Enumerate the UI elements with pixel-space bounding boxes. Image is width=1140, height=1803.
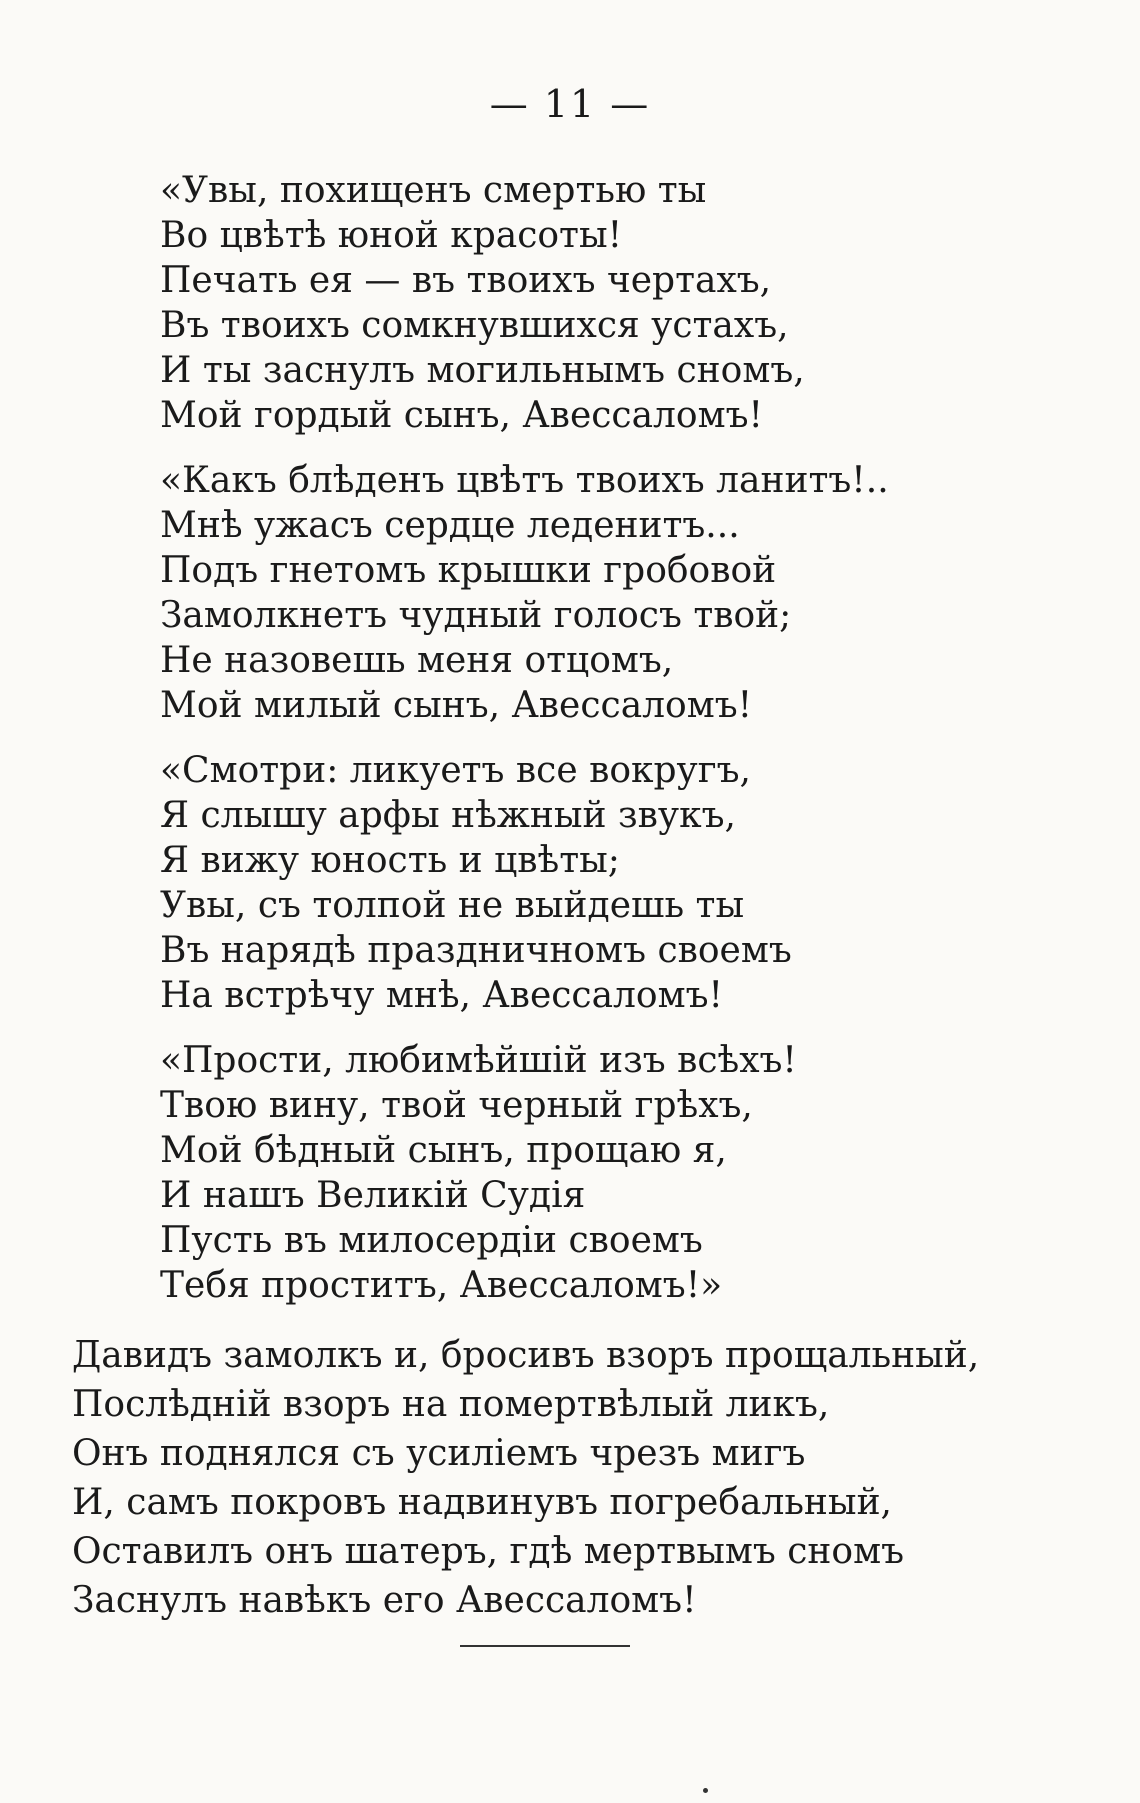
poem-lament xyxy=(160,168,1060,1328)
verse-line: Въ твоихъ сомкнувшихся устахъ, xyxy=(160,305,789,346)
verse-line: Замолкнетъ чудный голосъ твой; xyxy=(160,595,792,636)
verse-line: Я слышу арфы нѣжный звукъ, xyxy=(160,795,736,836)
narrative-line: Давидъ замолкъ и, бросивъ взоръ прощальный, xyxy=(72,1335,980,1376)
print-speck xyxy=(703,1788,708,1793)
narrative-line: Заснулъ навѣкъ его Авессаломъ! xyxy=(72,1580,697,1621)
verse-line: Мнѣ ужасъ сердце леденитъ... xyxy=(160,505,740,546)
verse-line: Увы, съ толпой не выйдешь ты xyxy=(160,885,745,926)
verse-line: «Увы, похищенъ смертью ты xyxy=(160,170,707,211)
verse-line: Во цвѣтѣ юной красоты! xyxy=(160,215,623,256)
narrative-line: Оставилъ онъ шатеръ, гдѣ мертвымъ сномъ xyxy=(72,1531,904,1572)
stanza-1 xyxy=(160,168,1060,438)
stanza-3 xyxy=(160,748,1060,1018)
verse-line: Тебя проститъ, Авессаломъ!» xyxy=(160,1265,723,1306)
stanza-4 xyxy=(160,1038,1060,1308)
verse-line: «Прости, любимѣйшій изъ всѣхъ! xyxy=(160,1040,797,1081)
end-rule-divider xyxy=(460,1645,630,1647)
verse-line: На встрѣчу мнѣ, Авессаломъ! xyxy=(160,975,723,1016)
verse-line: Твою вину, твой черный грѣхъ, xyxy=(160,1085,753,1126)
verse-line: Не назовешь меня отцомъ, xyxy=(160,640,674,681)
verse-line: Я вижу юность и цвѣты; xyxy=(160,840,620,881)
verse-line: И ты заснулъ могильнымъ сномъ, xyxy=(160,350,805,391)
verse-line: Печать ея — въ твоихъ чертахъ, xyxy=(160,260,772,301)
verse-line: Мой бѣдный сынъ, прощаю я, xyxy=(160,1130,727,1171)
verse-line: И нашъ Великій Судія xyxy=(160,1175,586,1216)
closing-narrative xyxy=(72,1331,1092,1625)
verse-line: Пусть въ милосердіи своемъ xyxy=(160,1220,703,1261)
narrative-line: Онъ поднялся съ усиліемъ чрезъ мигъ xyxy=(72,1433,806,1474)
verse-line: Подъ гнетомъ крышки гробовой xyxy=(160,550,777,591)
narrative-line: И, самъ покровъ надвинувъ погребальный, xyxy=(72,1482,893,1523)
verse-line: Мой гордый сынъ, Авессаломъ! xyxy=(160,395,763,436)
narrative-line: Послѣдній взоръ на помертвѣлый ликъ, xyxy=(72,1384,830,1425)
verse-line: Мой милый сынъ, Авессаломъ! xyxy=(160,685,753,726)
verse-line: Въ нарядѣ праздничномъ своемъ xyxy=(160,930,792,971)
page-number: — 11 — xyxy=(489,82,651,126)
stanza-2 xyxy=(160,458,1060,728)
verse-line: «Смотри: ликуетъ все вокругъ, xyxy=(160,750,751,791)
verse-line: «Какъ блѣденъ цвѣтъ твоихъ ланитъ!.. xyxy=(160,460,889,501)
